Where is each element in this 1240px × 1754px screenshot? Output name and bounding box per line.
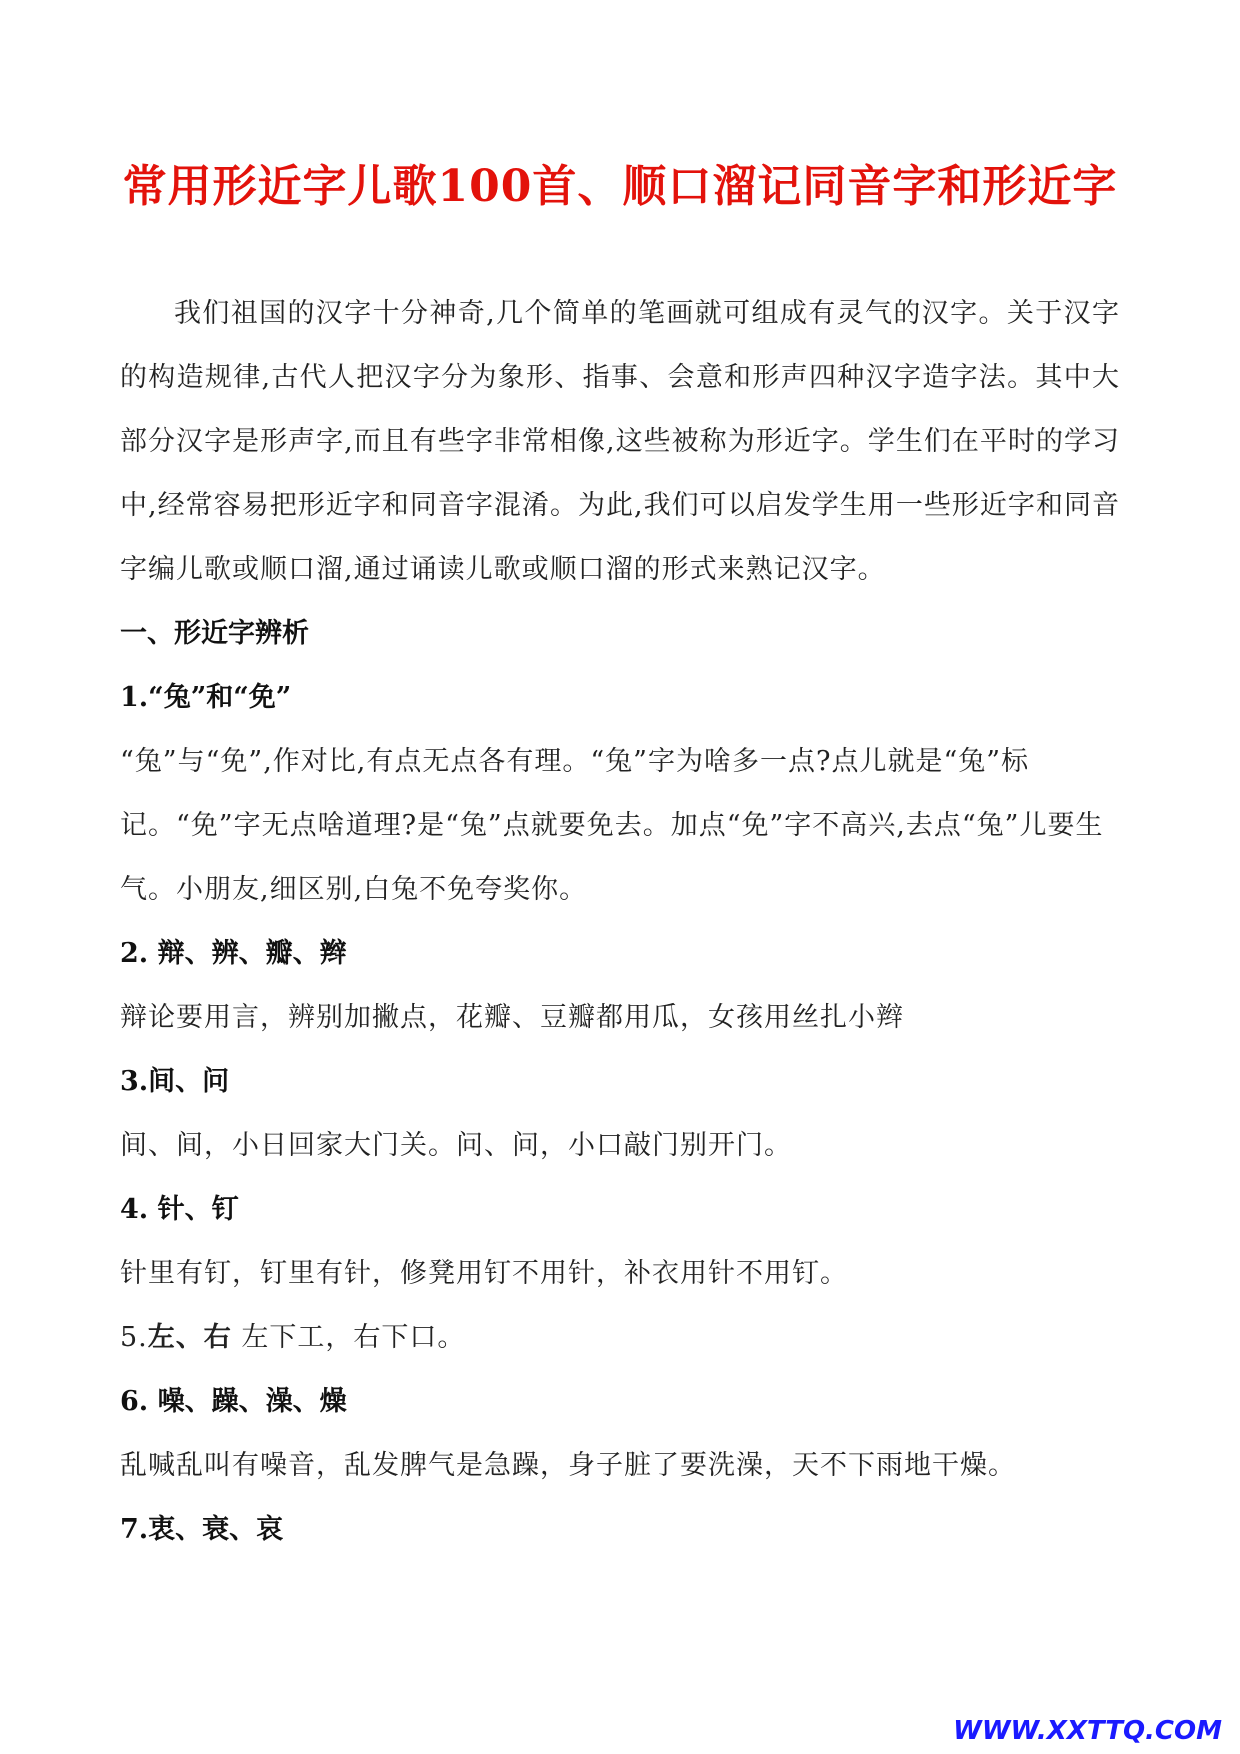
item-5-line	[120, 1306, 1120, 1370]
item-body-2: 辩论要用言，辨别加撇点，花瓣、豆瓣都用瓜，女孩用丝扎小辫	[120, 1002, 904, 1033]
site-watermark: WWW.XXTTQ.COM	[953, 1716, 1222, 1746]
item-heading-4: 4. 针、钉	[120, 1194, 239, 1225]
item-heading-3: 3.间、问	[120, 1066, 230, 1097]
item-5-body: 左下工，右下口。	[231, 1322, 466, 1353]
item-body-6: 乱喊乱叫有噪音，乱发脾气是急躁，身子脏了要洗澡，天不下雨地干燥。	[120, 1450, 1016, 1481]
item-heading-1: 1.“兔”和“免”	[120, 682, 292, 713]
section-heading: 一、形近字辨析	[120, 618, 309, 649]
item-body-4: 针里有钉，钉里有针，修凳用钉不用针，补衣用针不用钉。	[120, 1258, 848, 1289]
intro-paragraph: 我们祖国的汉字十分神奇,几个简单的笔画就可组成有灵气的汉字。关于汉字的构造规律,古代人把汉字分为象形、指事、会意和形声四种汉字造字法。其中大部分汉字是形声字,而且有些字非常相像,这些被称为形近字。学生们在平时的学习中,经常容易把形近字和同音字混淆。为此,我们可以启发学生用一些形近字和同音字编儿歌或顺口溜,通过诵读儿歌或顺口溜的形式来熟记汉字。	[120, 298, 1120, 585]
item-5-heading: 左、右	[147, 1322, 232, 1353]
item-body-3: 间、间，小日回家大门关。问、问，小口敲门别开门。	[120, 1130, 792, 1161]
item-body-1: “兔”与“免”,作对比,有点无点各有理。“兔”字为啥多一点?点儿就是“兔”标记。“免”字无点啥道理?是“兔”点就要免去。加点“免”字不高兴,去点“兔”儿要生气。小朋友,细区别,白兔不免夸奖你。	[120, 746, 1104, 905]
document-body	[120, 282, 1120, 1562]
item-heading-7: 7.衷、衰、哀	[120, 1514, 284, 1545]
item-5-number: 5.	[120, 1322, 148, 1353]
item-heading-6: 6. 噪、躁、澡、燥	[120, 1386, 347, 1417]
page-title: 常用形近字儿歌100首、顺口溜记同音字和形近字	[122, 161, 1118, 212]
item-heading-2: 2. 辩、辨、瓣、辫	[120, 938, 347, 969]
